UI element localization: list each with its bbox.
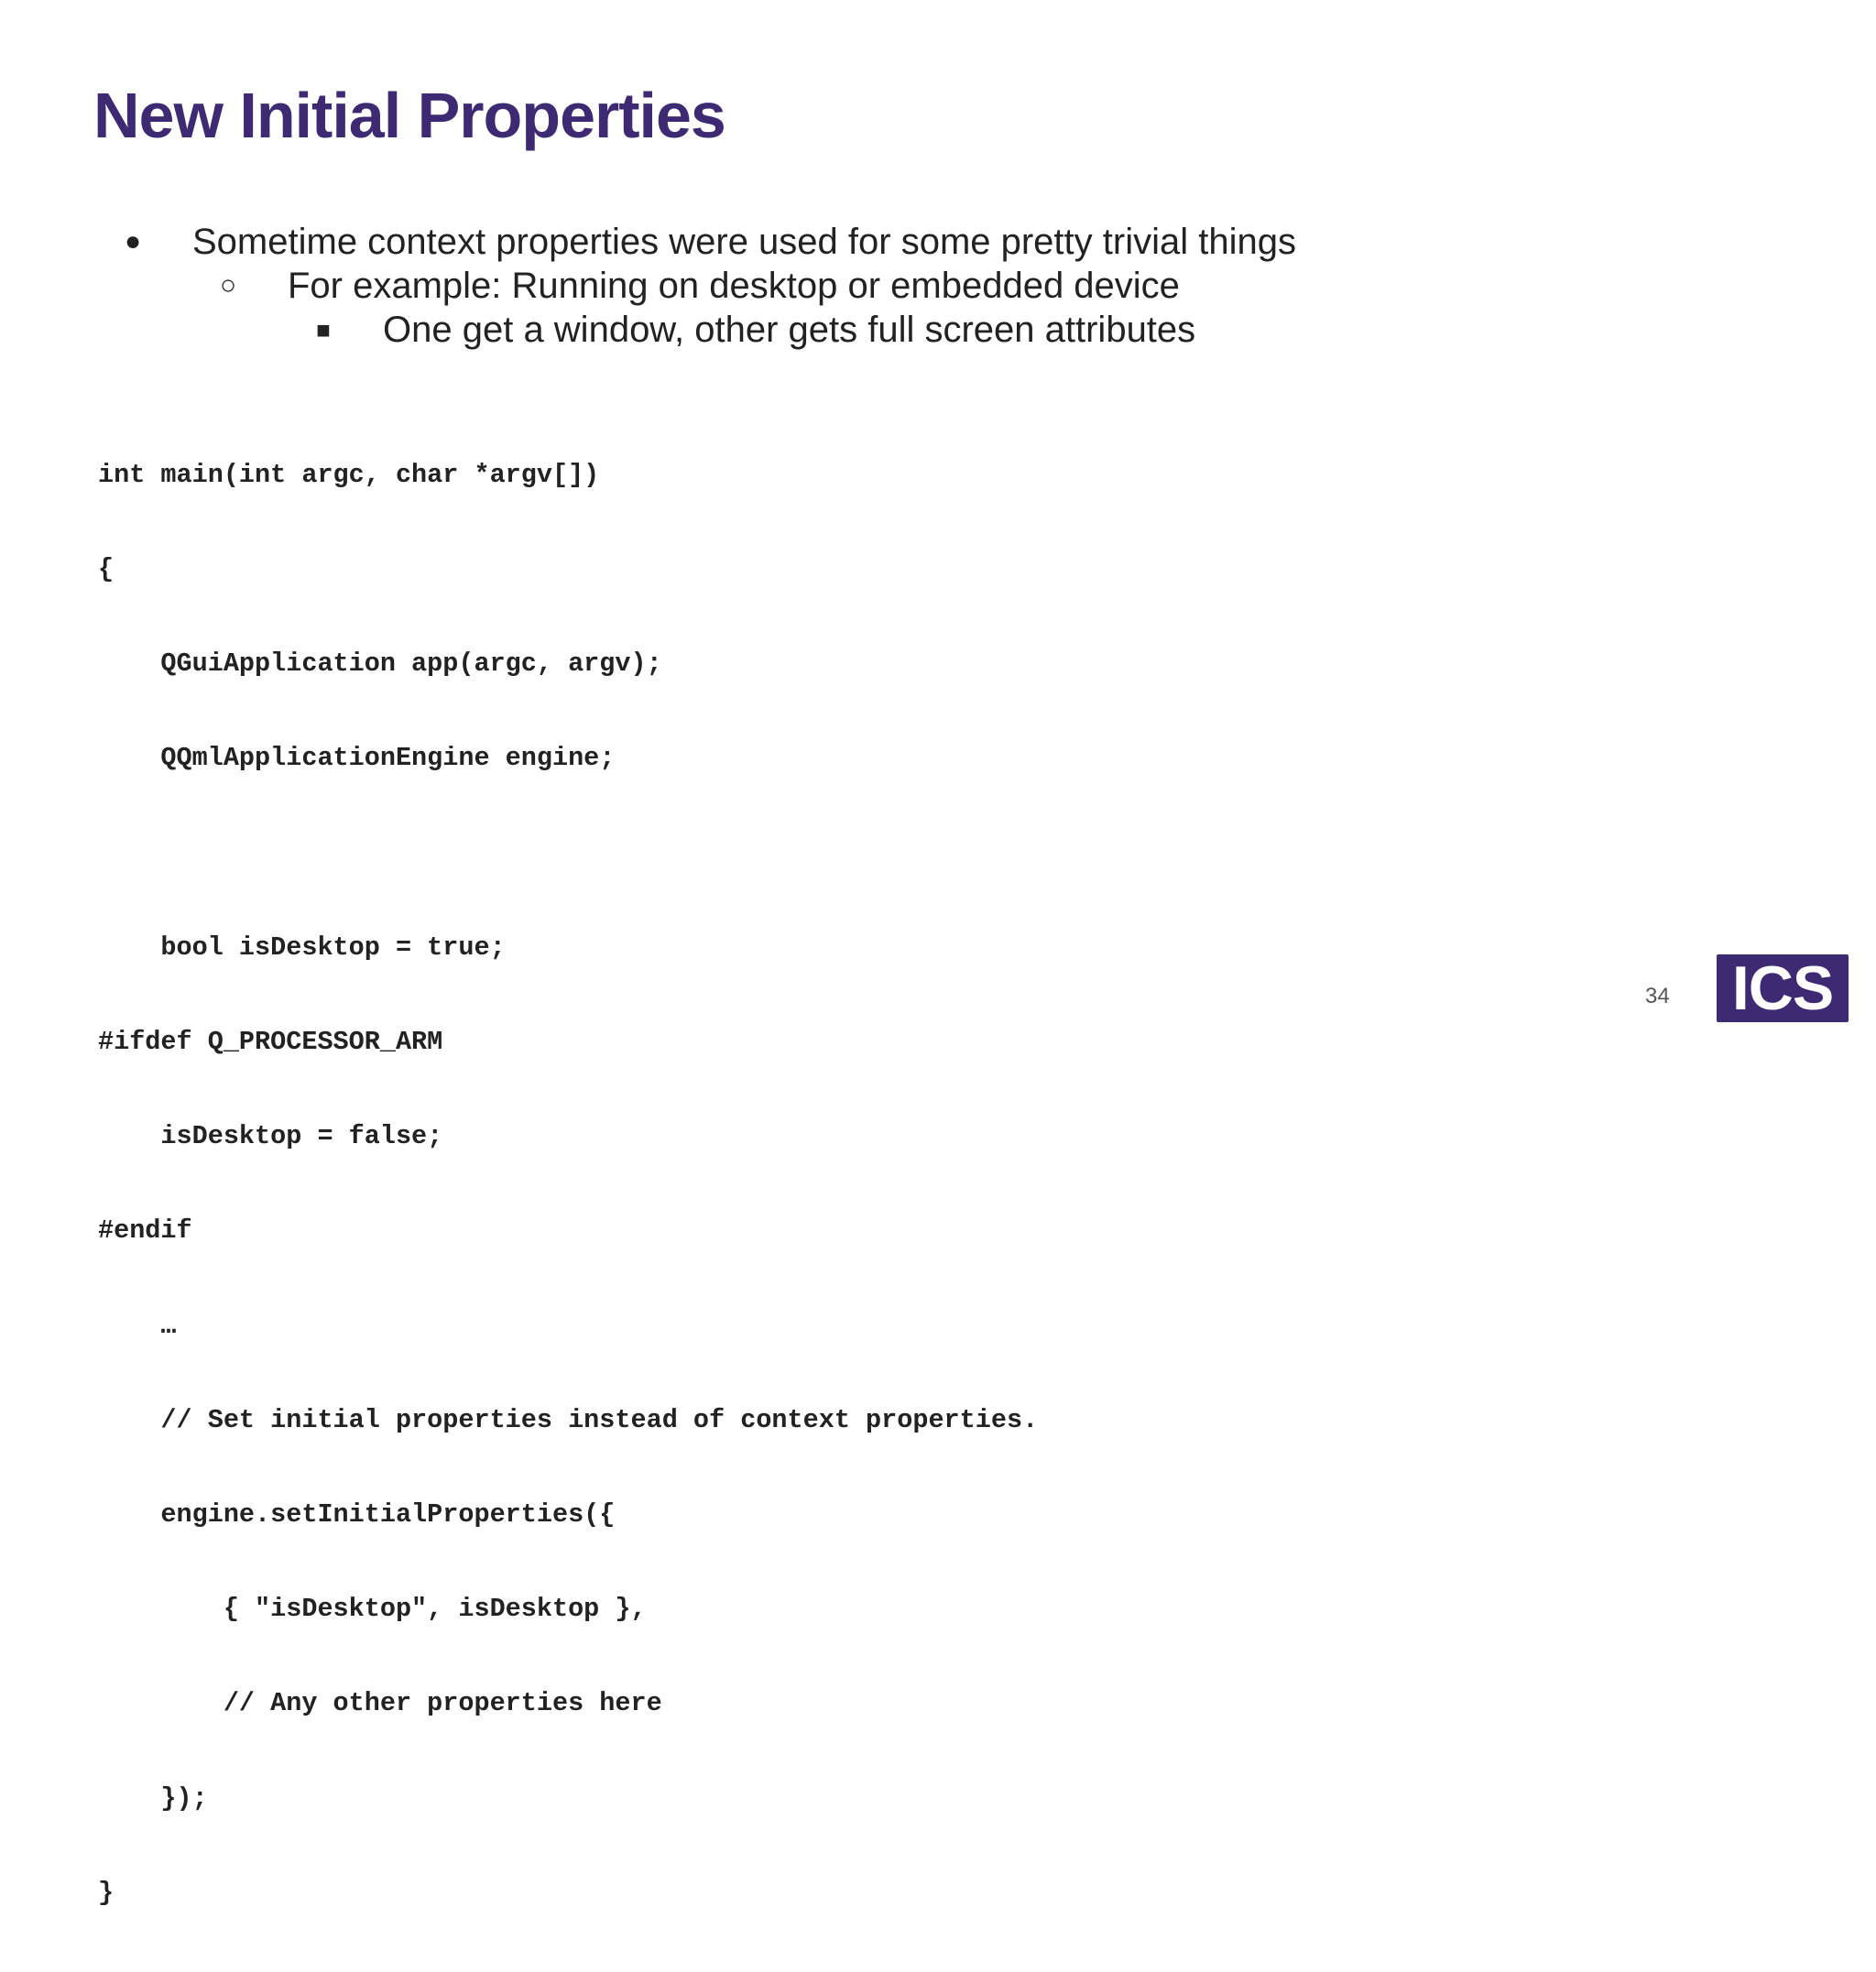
bullet-text: For example: Running on desktop or embedded device [288, 266, 1180, 306]
code-line: bool isDesktop = true; [98, 932, 506, 963]
code-line: int main(int argc, char *argv[]) [98, 459, 600, 490]
code-line: QQmlApplicationEngine engine; [98, 743, 616, 774]
hollow-circle-bullet-icon: ○ [219, 270, 237, 300]
code-line: QGuiApplication app(argc, argv); [98, 648, 662, 680]
filled-circle-bullet-icon: ● [124, 226, 142, 256]
code-line: #endif [98, 1215, 192, 1247]
code-line: // Any other properties here [98, 1688, 662, 1719]
ics-logo [1717, 954, 1849, 1022]
bullet-text: Sometime context properties were used for some pretty trivial things [192, 222, 1296, 262]
square-bullet-icon: ■ [316, 316, 331, 343]
code-line: { [98, 554, 115, 585]
page-number: 34 [1645, 984, 1670, 1008]
slide-title: New Initial Properties [93, 80, 725, 151]
code-line: isDesktop = false; [98, 1121, 443, 1152]
code-line: engine.setInitialProperties({ [98, 1499, 616, 1531]
code-line: { "isDesktop", isDesktop }, [98, 1594, 647, 1625]
bullet-text: One get a window, other gets full screen attributes [383, 310, 1196, 350]
code-line: }); [98, 1782, 208, 1814]
code-line: #ifdef Q_PROCESSOR_ARM [98, 1027, 443, 1058]
code-block [98, 397, 1038, 1972]
code-line [98, 838, 1038, 869]
code-line: … [98, 1310, 177, 1341]
code-line: // Set initial properties instead of context properties. [98, 1404, 1039, 1435]
code-line: } [98, 1877, 115, 1908]
logo-text: ICS [1731, 953, 1834, 1023]
